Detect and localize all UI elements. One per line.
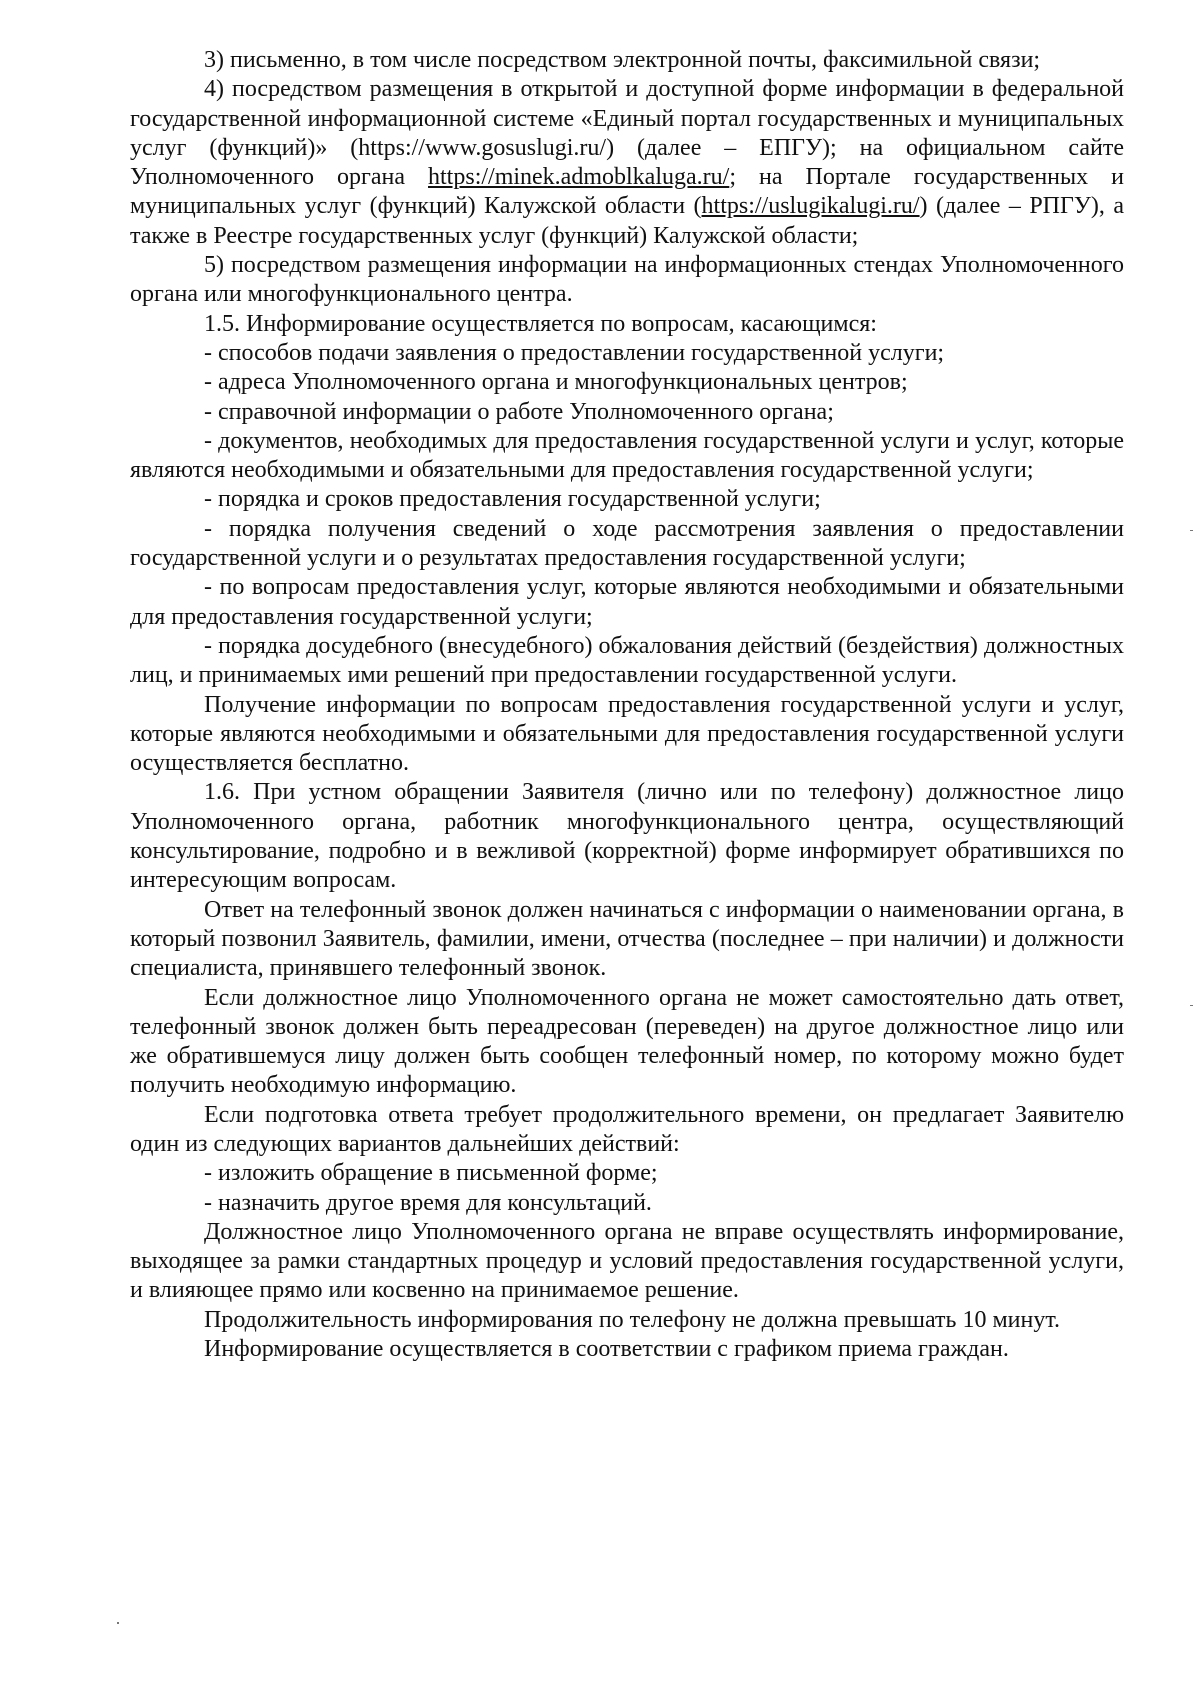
scan-speck (1190, 530, 1193, 531)
paragraph-written-contact: 3) письменно, в том числе посредством электронной почты, факсимильной связи; (204, 47, 1041, 73)
list-item-documents: - документов, необходимых для предоставления государственной услуги и услуг, которые являются необходимыми и обязательными для предоставления государственной услуги; (130, 427, 1124, 484)
paragraph-online-portals (130, 75, 1124, 251)
portals-text-4: ) (далее – РПГУ), а также в Реестре государственных услуг (функций) Калужской области; (130, 193, 1125, 249)
paragraph-phone-answer: Ответ на телефонный звонок должен начинаться с информации о наименовании органа, в который позвонил Заявитель, фамилии, имени, отчества (последнее – при наличии) и должности специалиста, принявшего телефонный звонок. (130, 896, 1124, 982)
list-item-other-time: - назначить другое время для консультаций. (204, 1189, 652, 1216)
link-uslugikalugi[interactable]: https://uslugikalugi.ru/ (701, 193, 920, 220)
link-gosuslugi: https://www.gosuslugi.ru/ (358, 134, 607, 161)
list-item-progress-info: - порядка получения сведений о ходе рассмотрения заявления о предоставлении государственной услуги и о результатах предоставления государственной услуги; (130, 515, 1124, 572)
list-item-addresses: - адреса Уполномоченного органа и многофункциональных центров; (204, 369, 908, 396)
paragraph-free-of-charge: Получение информации по вопросам предоставления государственной услуги и услуг, которые являются необходимыми и обязательными для предоставления государственной услуги осуществляется бесплатно. (130, 691, 1124, 777)
list-item-reference-info: - справочной информации о работе Уполномоченного органа; (204, 398, 834, 425)
list-item-required-services: - по вопросам предоставления услуг, которые являются необходимыми и обязательными для предоставления государственной услуги; (130, 574, 1124, 630)
section-1-5-heading: 1.5. Информирование осуществляется по вопросам, касающимся: (204, 310, 877, 337)
link-minek-admoblkaluga[interactable]: https://minek.admoblkaluga.ru/ (428, 164, 730, 191)
portals-text-1: 4) посредством размещения в открытой и доступной форме информации в федеральной государственной информационной системе «Единый портал государственных и муниципальных услуг (функций)» ( (130, 76, 1124, 161)
paragraph-call-duration: Продолжительность информирования по телефону не должна превышать 10 минут. (204, 1306, 1061, 1333)
paragraph-info-stands: 5) посредством размещения информации на информационных стендах Уполномоченного органа или многофункционального центра. (130, 252, 1124, 308)
portals-text-2: ) (далее – ЕПГУ); на официальном сайте Уполномоченного органа (130, 134, 1124, 191)
list-item-appeals: - порядка досудебного (внесудебного) обжалования действий (бездействия) должностных лиц, и принимаемых ими решений при предоставлении государственной услуги. (130, 632, 1124, 689)
paragraph-schedule: Информирование осуществляется в соответствии с графиком приема граждан. (204, 1336, 1009, 1363)
list-item-submission-methods: - способов подачи заявления о предоставлении государственной услуги; (204, 339, 945, 366)
portals-text-3: ; на Портале государственных и муниципальных услуг (функций) Калужской области ( (130, 164, 1124, 220)
document-page (130, 46, 1124, 1364)
scan-speck (1190, 1005, 1193, 1006)
paragraph-long-answer: Если подготовка ответа требует продолжительного времени, он предлагает Заявителю один из следующих вариантов дальнейших действий: (130, 1101, 1124, 1157)
list-item-procedure-terms: - порядка и сроков предоставления государственной услуги; (204, 486, 821, 513)
paragraph-restrictions: Должностное лицо Уполномоченного органа не вправе осуществлять информирование, выходящее за рамки стандартных процедур и условий предоставления государственной услуги, и влияющее прямо или косвенно на принимаемое решение. (130, 1218, 1124, 1304)
list-item-written-request: - изложить обращение в письменной форме; (204, 1160, 658, 1187)
scan-speck (117, 1622, 119, 1624)
section-1-6-oral-request: 1.6. При устном обращении Заявителя (лично или по телефону) должностное лицо Уполномоченного органа, работник многофункционального центра, осуществляющий консультирование, подробно и в вежливой (корректной) форме информирует обратившихся по интересующим вопросам. (130, 779, 1124, 894)
paragraph-call-redirect: Если должностное лицо Уполномоченного органа не может самостоятельно дать ответ, телефонный звонок должен быть переадресован (переведен) на другое должностное лицо или же обратившемуся лицу должен быть сообщен телефонный номер, по которому можно будет получить необходимую информацию. (130, 984, 1124, 1099)
